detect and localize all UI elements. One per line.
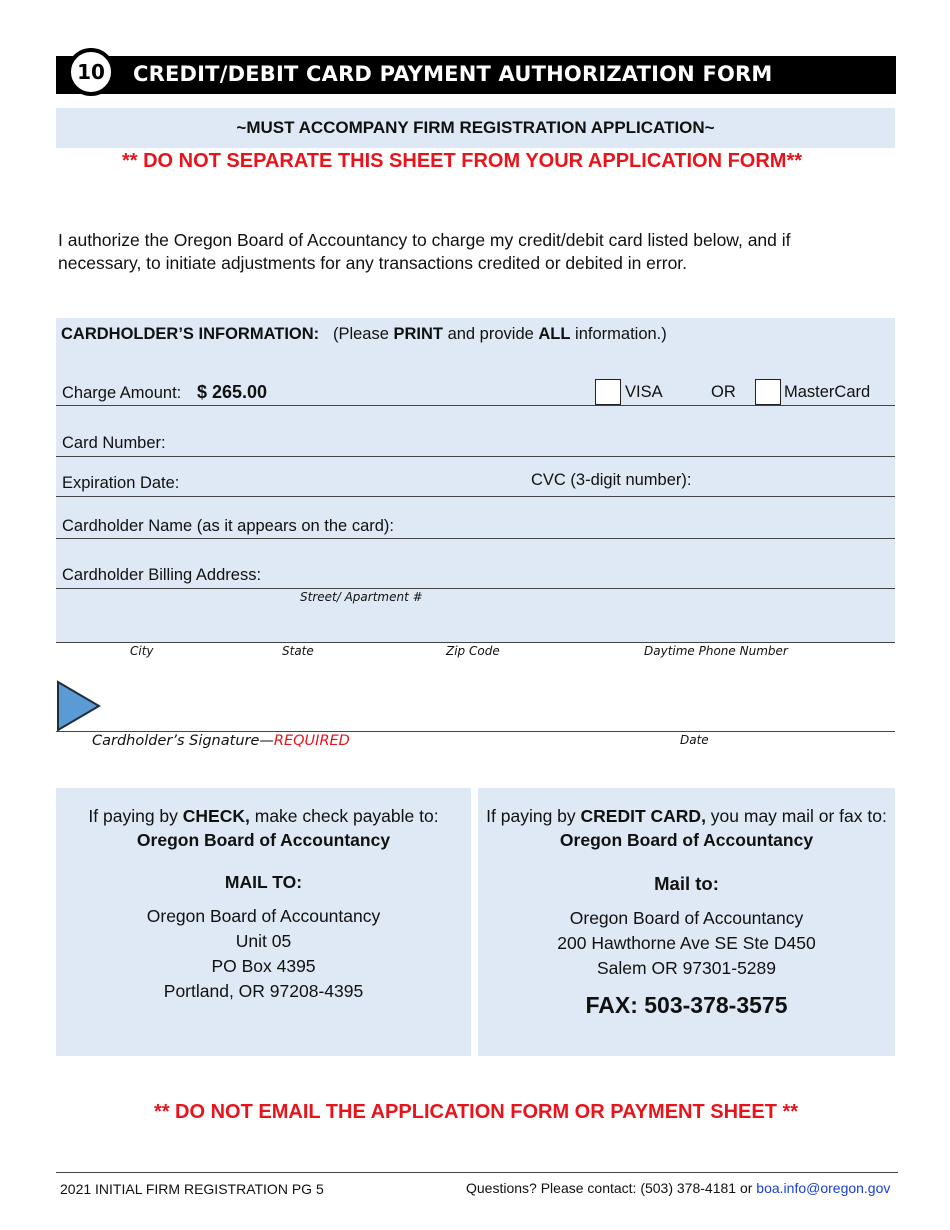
check-payee: Oregon Board of Accountancy <box>136 830 391 850</box>
cardholder-name-label: Cardholder Name (as it appears on the card): <box>62 517 394 535</box>
card-mail-heading: Mail to: <box>654 873 719 894</box>
footer-divider <box>56 1172 898 1173</box>
contact-email-link[interactable]: boa.info@oregon.gov <box>756 1180 891 1196</box>
check-payment-panel <box>56 788 471 1056</box>
footer-page-label: 2021 INITIAL FIRM REGISTRATION PG 5 <box>60 1181 324 1197</box>
check-instructions: If paying by CHECK, make check payable to: <box>88 806 439 826</box>
or-label: OR <box>711 383 736 401</box>
step-number-badge: 10 <box>67 48 115 96</box>
mastercard-checkbox[interactable] <box>755 379 781 405</box>
card-instructions: If paying by CREDIT CARD, you may mail or fax to: <box>486 806 887 826</box>
cardholder-name-field[interactable] <box>56 538 895 539</box>
visa-label: VISA <box>625 383 663 401</box>
expiration-cvc-field[interactable] <box>56 496 895 497</box>
cardholder-info-heading: CARDHOLDER’S INFORMATION: (Please PRINT and provide ALL information.) <box>61 325 667 343</box>
charge-amount-line <box>56 405 895 406</box>
street-field[interactable] <box>56 588 895 589</box>
street-sublabel: Street/ Apartment # <box>300 590 423 604</box>
authorization-text: I authorize the Oregon Board of Accountancy to charge my credit/debit card listed below, and if necessary, to initiate adjustments for any transactions credited or debited in error. <box>58 230 791 273</box>
footer-contact: Questions? Please contact: (503) 378-4181 or boa.info@oregon.gov <box>466 1180 891 1196</box>
fax-number: FAX: 503-378-3575 <box>585 992 788 1018</box>
charge-amount-value: $ 265.00 <box>197 382 268 402</box>
phone-sublabel: Daytime Phone Number <box>644 644 788 658</box>
charge-amount-label: Charge Amount: <box>62 384 182 402</box>
mastercard-label: MasterCard <box>784 383 871 401</box>
check-mail-address: Oregon Board of Accountancy Unit 05 PO Box 4395 Portland, OR 97208-4395 <box>146 906 381 1001</box>
cardholder-info-panel <box>56 318 895 642</box>
card-payment-panel <box>478 788 895 1056</box>
visa-checkbox[interactable] <box>595 379 621 405</box>
accompany-notice: ~MUST ACCOMPANY FIRM REGISTRATION APPLICATION~ <box>56 108 895 148</box>
city-sublabel: City <box>130 644 154 658</box>
billing-address-label: Cardholder Billing Address: <box>62 566 262 584</box>
cvc-label: CVC (3-digit number): <box>531 471 692 489</box>
zip-sublabel: Zip Code <box>446 644 500 658</box>
signature-sublabel: Cardholder’s Signature—REQUIRED <box>92 733 350 749</box>
card-number-label: Card Number: <box>62 434 166 452</box>
state-sublabel: State <box>282 644 314 658</box>
card-payee: Oregon Board of Accountancy <box>559 830 814 850</box>
check-mail-heading: MAIL TO: <box>224 872 303 892</box>
sign-here-arrow-icon <box>56 680 102 732</box>
expiration-date-label: Expiration Date: <box>62 474 180 492</box>
city-state-zip-phone-field[interactable] <box>56 642 895 643</box>
date-sublabel: Date <box>680 733 709 747</box>
do-not-email-warning: ** DO NOT EMAIL THE APPLICATION FORM OR PAYMENT SHEET ** <box>153 1101 799 1123</box>
do-not-separate-warning: ** DO NOT SEPARATE THIS SHEET FROM YOUR APPLICATION FORM** <box>121 150 803 172</box>
card-mail-address: Oregon Board of Accountancy 200 Hawthorne Ave SE Ste D450 Salem OR 97301-5289 <box>557 908 816 978</box>
form-title: CREDIT/DEBIT CARD PAYMENT AUTHORIZATION FORM <box>133 62 773 86</box>
signature-field[interactable] <box>56 731 895 732</box>
card-number-field[interactable] <box>56 456 895 457</box>
